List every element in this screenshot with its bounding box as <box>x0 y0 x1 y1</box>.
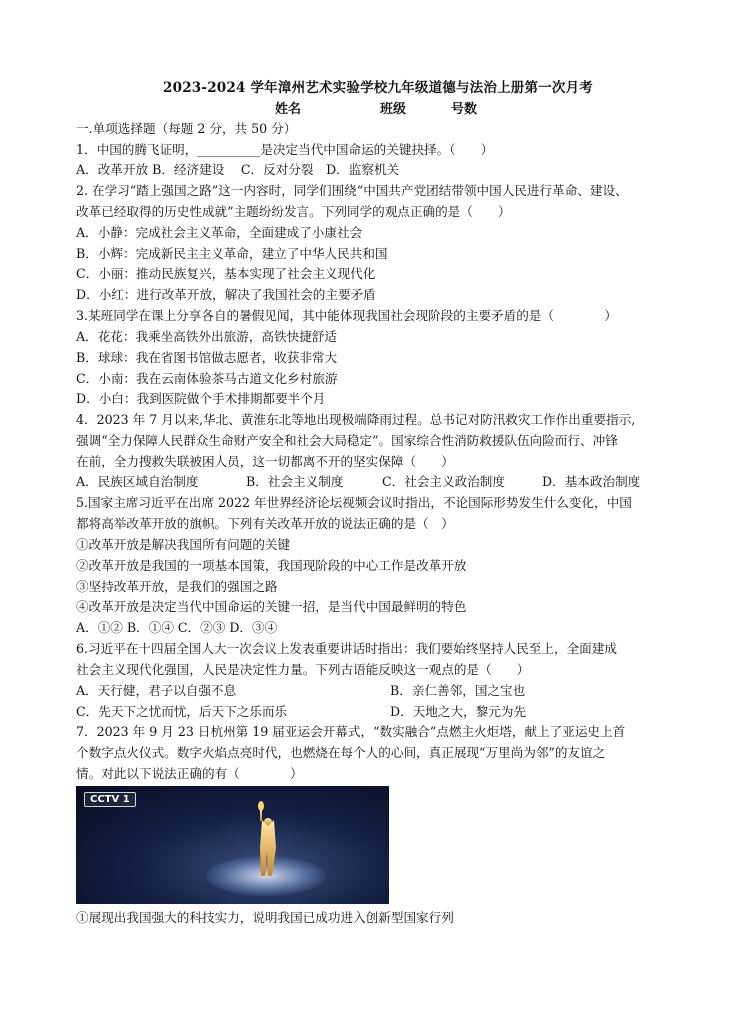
q6-option-b: B．亲仁善邻，国之宝也 <box>390 683 526 698</box>
q5-options: A．①② B．①④ C．②③ D．③④ <box>76 620 278 635</box>
q2-stem-line1: 2. 在学习“踏上强国之路”这一内容时，同学们围绕“中国共产党团结带领中国人民进行革命、建设、 <box>76 183 628 198</box>
q4-option-a: A．民族区域自治制度 <box>76 474 199 489</box>
torchbearer-figure-icon <box>252 800 282 878</box>
q2-option-a: A．小静：完成社会主义革命，全面建成了小康社会 <box>76 225 363 240</box>
q4-option-b: B．社会主义制度 <box>246 474 344 489</box>
number-label: 号数 <box>451 102 478 117</box>
q5-stem-line2: 都将高举改革开放的旗帜。下列有关改革开放的说法正确的是（ ） <box>76 516 454 531</box>
q4-stem-line3: 在前，全力搜救失联被困人员，这一切都离不开的坚实保障（ ） <box>76 454 454 469</box>
q1-options: A．改革开放 B．经济建设 C．反对分裂 D．监察机关 <box>76 162 400 177</box>
q5-statement-1: ①改革开放是解决我国所有问题的关键 <box>76 537 291 552</box>
q4-stem-line2: 强调“全力保障人民群众生命财产安全和社会大局稳定”。国家综合性消防救援队伍向险而行、冲锋 <box>76 433 618 448</box>
q7-stem-line3: 情。对此以下说法正确的有（ ） <box>76 766 303 781</box>
q6-option-a: A．天行健，君子以自强不息 <box>76 683 237 698</box>
q5-stem-line1: 5.国家主席习近平在出席 2022 年世界经济论坛视频会议时指出，不论国际形势发生什么变化，中国 <box>76 495 632 510</box>
section-heading: 一.单项选择题（每题 2 分，共 50 分） <box>76 121 297 136</box>
q7-statement-1: ①展现出我国强大的科技实力，说明我国已成功进入创新型国家行列 <box>76 910 454 925</box>
name-label: 姓名 <box>275 102 302 117</box>
q6-option-d: D．天地之大，黎元为先 <box>390 704 527 719</box>
q6-stem-line2: 社会主义现代化强国，人民是决定性力量。下列古语能反映这一观点的是（ ） <box>76 662 530 677</box>
q4-option-c: C．社会主义政治制度 <box>382 474 505 489</box>
q2-option-b: B．小辉：完成新民主主义革命，建立了中华人民共和国 <box>76 246 388 261</box>
exam-title: 2023-2024 学年漳州艺术实验学校九年级道德与法治上册第一次月考 <box>163 80 593 96</box>
q2-stem-line2: 改革已经取得的历史性成就”主题纷纷发言。下列同学的观点正确的是（ ） <box>76 204 511 219</box>
q4-stem-line1: 4．2023 年 7 月以来,华北、黄淮东北等地出现极端降雨过程。总书记对防汛救灾工作作出重要指示, <box>76 412 636 427</box>
q2-option-c: C．小丽：推动民族复兴，基本实现了社会主义现代化 <box>76 266 376 281</box>
q4-option-d: D．基本政治制度 <box>542 474 641 489</box>
q5-statement-4: ④改革开放是决定当代中国命运的关键一招，是当代中国最鲜明的特色 <box>76 599 467 614</box>
q3-stem: 3.某班同学在课上分享各自的暑假见闻，其中能体现我国社会现阶段的主要矛盾的是（ ） <box>76 308 617 323</box>
q3-option-c: C．小南：我在云南体验茶马古道文化乡村旅游 <box>76 371 338 386</box>
q2-option-d: D．小红：进行改革开放，解决了我国社会的主要矛盾 <box>76 287 376 302</box>
cctv-logo: CCTV 1 <box>84 792 136 807</box>
q1-stem: 1．中国的腾飞证明，__________是决定当代中国命运的关键抉择。（ ） <box>76 142 494 157</box>
q6-stem-line1: 6.习近平在十四届全国人大一次会议上发表重要讲话时指出：我们要始终坚持人民至上，全面建成 <box>76 641 617 656</box>
q5-statement-2: ②改革开放是我国的一项基本国策，我国现阶段的中心工作是改革开放 <box>76 558 467 573</box>
q3-option-a: A．花花：我乘坐高铁外出旅游，高铁快捷舒适 <box>76 329 337 344</box>
q6-option-c: C．先天下之忧而忧，后天下之乐而乐 <box>76 704 288 719</box>
q7-stem-line1: 7．2023 年 9 月 23 日杭州第 19 届亚运会开幕式，“数实融合”点燃主火炬塔，献上了亚运史上首 <box>76 724 626 739</box>
q3-option-b: B．球球：我在省图书馆做志愿者，收获非常大 <box>76 350 338 365</box>
q5-statement-3: ③坚持改革开放，是我们的强国之路 <box>76 579 278 594</box>
q7-stem-line2: 个数字点火仪式。数字火焰点亮时代，也燃烧在每个人的心间，真正展现“万里尚为邻”的友谊之 <box>76 745 606 760</box>
q3-option-d: D．小白：我到医院做个手术排期都要半个月 <box>76 391 326 406</box>
asian-games-torch-photo <box>76 786 389 904</box>
class-label: 班级 <box>380 102 407 117</box>
